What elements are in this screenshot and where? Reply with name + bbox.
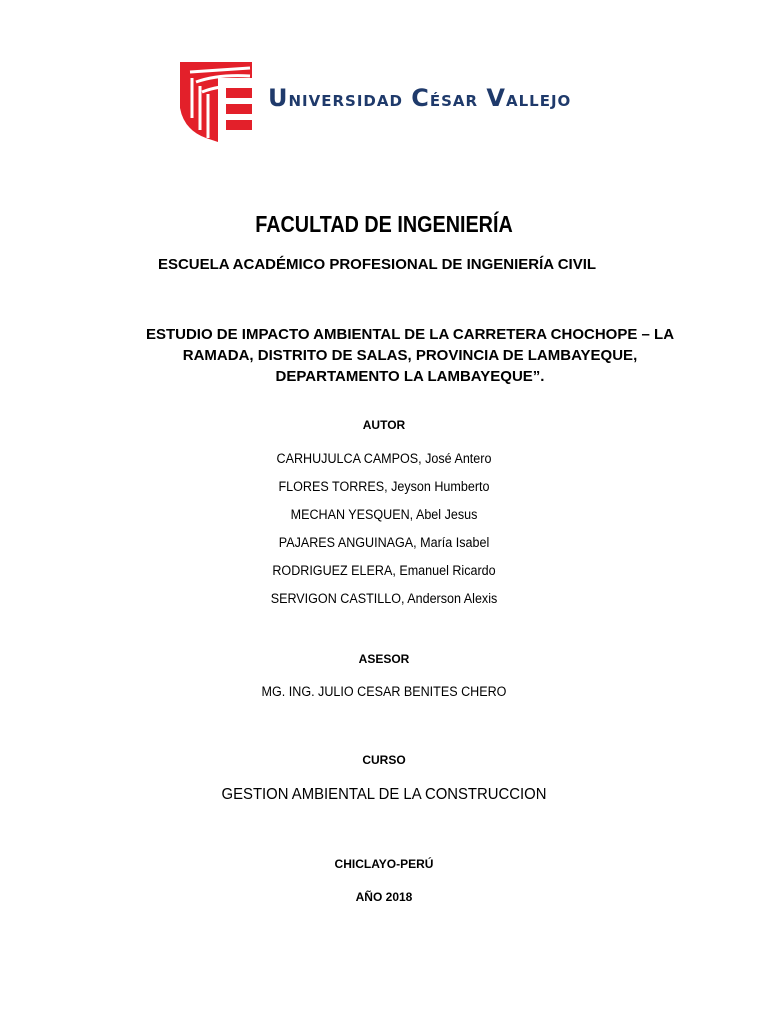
year-text: AÑO 2018	[355, 890, 413, 904]
author-name-2: FLORES TORRES, Jeyson Humberto	[278, 479, 490, 494]
title-line-3: DEPARTAMENTO LA LAMBAYEQUE”.	[275, 368, 545, 385]
author-label: AUTOR	[362, 418, 406, 432]
university-shield-icon	[178, 58, 254, 144]
logo-word-1-rest: niversidad	[288, 87, 403, 111]
author-name-3: MECHAN YESQUEN, Abel Jesus	[290, 507, 478, 522]
thesis-title	[130, 324, 690, 387]
logo-word-2-rest: ésar	[429, 87, 479, 111]
title-line-2: RAMADA, DISTRITO DE SALAS, PROVINCIA DE LAMBAYEQUE,	[182, 347, 638, 364]
advisor-label: ASESOR	[358, 652, 410, 666]
author-name-6: SERVIGON CASTILLO, Anderson Alexis	[270, 591, 498, 606]
advisor-name: MG. ING. JULIO CESAR BENITES CHERO	[261, 684, 507, 699]
logo-word-2-initial: C	[411, 84, 430, 112]
logo-word-1-initial: U	[268, 84, 289, 112]
university-logo	[178, 58, 598, 148]
faculty-heading: FACULTAD DE INGENIERÍA	[255, 211, 513, 237]
place-text: CHICLAYO-PERÚ	[334, 857, 434, 871]
course-label: CURSO	[362, 753, 406, 767]
logo-word-3-rest: allejo	[505, 87, 572, 111]
university-name	[268, 84, 571, 112]
author-name-4: PAJARES ANGUINAGA, María Isabel	[278, 535, 490, 550]
author-name-5: RODRIGUEZ ELERA, Emanuel Ricardo	[272, 563, 496, 578]
logo-word-3-initial: V	[486, 84, 506, 112]
course-name: GESTION AMBIENTAL DE LA CONSTRUCCION	[221, 786, 547, 803]
title-line-1: ESTUDIO DE IMPACTO AMBIENTAL DE LA CARRETERA CHOCHOPE – LA	[145, 326, 675, 343]
author-name-1: CARHUJULCA CAMPOS, José Antero	[276, 451, 492, 466]
school-heading: ESCUELA ACADÉMICO PROFESIONAL DE INGENIERÍA CIVIL	[157, 256, 597, 273]
